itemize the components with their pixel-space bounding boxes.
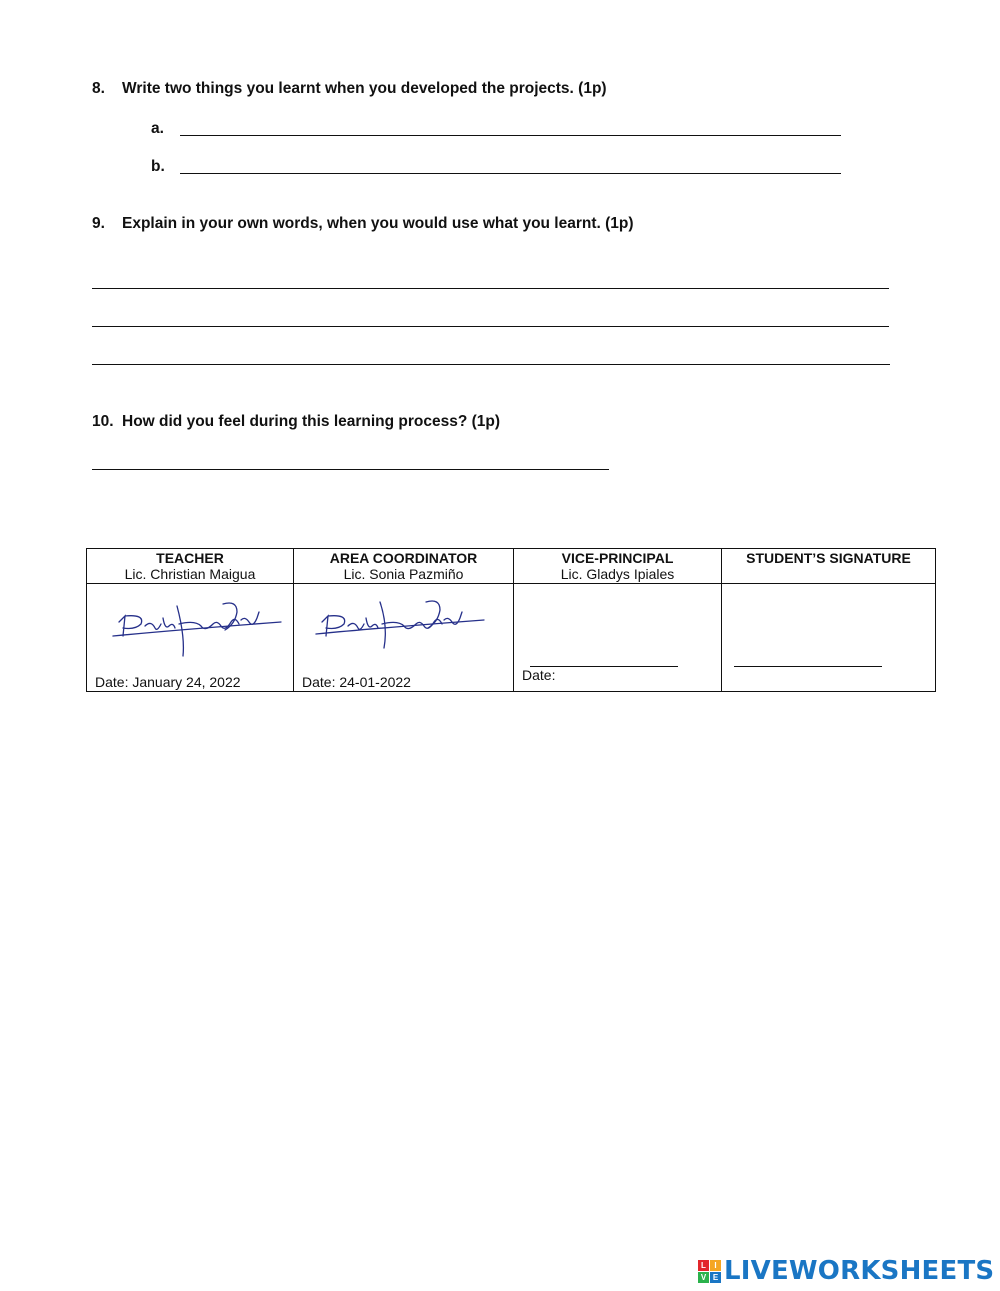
vice-principal-signature-cell[interactable] — [514, 584, 722, 692]
answer-field-8b[interactable] — [180, 151, 845, 173]
brand-name: LIVEWORKSHEETS — [724, 1256, 995, 1286]
answer-line-9-1 — [92, 288, 889, 289]
student-signature-role: STUDENT’S SIGNATURE — [746, 550, 911, 566]
liveworksheets-logo — [698, 1256, 994, 1286]
answer-field-9-2[interactable] — [92, 304, 893, 326]
teacher-header-cell — [87, 549, 294, 584]
vice-principal-name: Lic. Gladys Ipiales — [560, 566, 675, 582]
logo-letter-v: V — [698, 1272, 709, 1283]
logo-icon — [698, 1260, 721, 1283]
question-9-text: Explain in your own words, when you would use what you learnt. (1p) — [122, 215, 634, 232]
question-10 — [92, 413, 500, 431]
coordinator-header-cell — [294, 549, 514, 584]
answer-field-9-3[interactable] — [92, 342, 894, 364]
answer-field-10[interactable] — [92, 447, 613, 469]
question-9-number: 9. — [92, 215, 105, 232]
question-8-text: Write two things you learnt when you developed the projects. (1p) — [122, 80, 607, 97]
teacher-date: Date: January 24, 2022 — [95, 674, 241, 690]
question-8-item-a-label: a. — [151, 120, 164, 137]
vice-principal-date: Date: — [522, 667, 556, 683]
answer-field-8a[interactable] — [180, 113, 845, 135]
student-header-cell — [722, 549, 936, 584]
question-9 — [92, 215, 634, 233]
coordinator-name: Lic. Sonia Pazmiño — [343, 566, 464, 582]
answer-line-8a — [180, 135, 841, 136]
question-10-number: 10. — [92, 413, 114, 430]
teacher-signature-image — [105, 596, 285, 666]
teacher-signature-cell — [87, 584, 294, 692]
answer-line-10 — [92, 469, 609, 470]
answer-field-9-1[interactable] — [92, 266, 893, 288]
answer-line-8b — [180, 173, 841, 174]
logo-letter-l: L — [698, 1260, 709, 1271]
teacher-role: TEACHER — [156, 550, 224, 566]
teacher-name: Lic. Christian Maigua — [124, 566, 256, 582]
answer-line-9-3 — [92, 364, 890, 365]
question-8-item-b-label: b. — [151, 158, 165, 175]
vice-principal-header-cell — [514, 549, 722, 584]
answer-line-9-2 — [92, 326, 889, 327]
question-10-text: How did you feel during this learning process? (1p) — [122, 413, 501, 430]
question-8 — [92, 80, 607, 98]
signature-table — [86, 548, 936, 692]
student-signature-line — [734, 666, 882, 667]
coordinator-role: AREA COORDINATOR — [329, 550, 478, 566]
coordinator-signature-cell — [294, 584, 514, 692]
logo-letter-e: E — [710, 1272, 721, 1283]
logo-letter-i: I — [710, 1260, 721, 1271]
vice-principal-role: VICE-PRINCIPAL — [561, 550, 674, 566]
coordinator-date: Date: 24-01-2022 — [302, 674, 411, 690]
student-signature-cell[interactable] — [722, 584, 936, 692]
coordinator-signature-image — [308, 596, 488, 666]
question-8-number: 8. — [92, 80, 105, 97]
